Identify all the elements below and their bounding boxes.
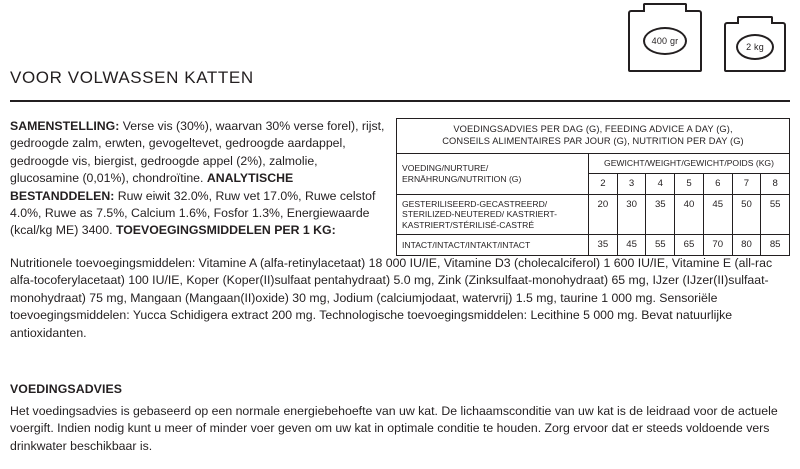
- value-cell: 50: [733, 195, 762, 235]
- row-label-intact: INTACT/INTACT/INTAKT/INTACT: [397, 235, 589, 255]
- weight-cell: 5: [675, 174, 704, 194]
- table-weight-header-group: [589, 154, 789, 194]
- value-cell: 35: [589, 235, 618, 255]
- value-cell: 70: [704, 235, 733, 255]
- label-toevoegingsmiddelen: TOEVOEGINGSMIDDELEN PER 1 KG:: [115, 223, 336, 238]
- table-header-nutrition-label: VOEDING/NURTURE/ ERNÄHRUNG/NUTRITION (G): [397, 154, 589, 194]
- weight-cell: 7: [733, 174, 762, 194]
- weight-cell: 2: [589, 174, 618, 194]
- composition-block: [10, 118, 388, 240]
- weight-cell: 4: [646, 174, 675, 194]
- feeding-advice-heading: VOEDINGSADVIES: [10, 382, 123, 396]
- bag-top-fold: [737, 16, 773, 24]
- page-title: VOOR VOLWASSEN KATTEN: [10, 68, 254, 87]
- value-cell: 80: [733, 235, 762, 255]
- label-samenstelling: SAMENSTELLING:: [10, 119, 120, 133]
- table-row: [397, 195, 789, 236]
- feeding-table-title: [397, 119, 789, 154]
- weight-cell: 8: [772, 177, 778, 189]
- value-cell: 45: [618, 235, 647, 255]
- value-cell: 55: [769, 198, 781, 210]
- value-cell: 35: [646, 195, 675, 235]
- feeding-table-title-line2: CONSEILS ALIMENTAIRES PAR JOUR (G), NUTRITION PER DAY (G): [442, 135, 744, 146]
- label-analytische-bestanddelen: ANALYTISCHE BESTANDDELEN:: [10, 171, 294, 203]
- bag-400gr-icon: [628, 10, 702, 72]
- text-analytische-bestanddelen: Ruw eiwit 32.0%, Ruw vet 17.0%, Ruwe celstof 4.0%, Ruwe as 7.5%, Calcium 1.6%, Fosfor 1.3%, Energiewaarde (kcal/kg ME) 3400.: [10, 188, 376, 238]
- bag-top-fold: [643, 3, 687, 12]
- bag-2kg-label: 2 kg: [736, 34, 774, 60]
- value-cell: 55: [646, 235, 675, 255]
- weight-cell: 3: [618, 174, 647, 194]
- title-divider: [10, 100, 790, 102]
- table-weight-values-row: [589, 174, 789, 194]
- row-label-sterilized: GESTERILISEERD-GECASTREERD/ STERILIZED-NEUTERED/ KASTRIERT-KASTRIERT/STÉRILISÉ-CASTRÉ: [397, 195, 589, 235]
- value-cell: 85: [769, 239, 781, 251]
- value-cell: 30: [618, 195, 647, 235]
- additives-paragraph: Nutritionele toevoegingsmiddelen: Vitamine A (alfa-retinylacetaat) 18 000 IU/IE, Vitamine D3 (cholecalciferol) 1 600 IU/IE, Vitamine E (all-rac alfa-tocoferylacetaat) 100 IU/IE, Koper (Koper(II)sulfaat pentahydraat) 5.0 mg, Zink (Zinksulfaat-monohydraat) 65 mg, IJzer (IJzer(II)sulfaat-monohydraat) 75 mg, Mangaan (Mangaan(II)oxide) 30 mg, Jodium (calciumjodaat, watervrij) 1.5 mg, taurine 1 000 mg. Sensoriële toevoegingsmiddelen: Yucca Schidigera extract 200 mg. Technologische toevoegingsmiddelen: Lecithine 5 000 mg. Bevat natuurlijke antioxidanten.: [10, 256, 773, 340]
- feeding-table-title-line1: VOEDINGSADVIES PER DAG (G), FEEDING ADVICE A DAY (G),: [453, 124, 733, 134]
- bag-400gr-label: 400 gr: [643, 27, 687, 55]
- table-header-row: [397, 154, 789, 195]
- value-cell: 65: [675, 235, 704, 255]
- value-cell: 40: [675, 195, 704, 235]
- text-samenstelling: Verse vis (30%), waarvan 30% verse forel), rijst, gedroogde zalm, erwten, gevogeltevet, gedroogde aardappel, gedroogde vis, biergist, gedroogde appel (2%), zalmolie, glucosamine (0,01%), chondroïtine.: [10, 119, 385, 186]
- table-weight-header: GEWICHT/WEIGHT/GEWICHT/POIDS (KG): [589, 154, 789, 174]
- value-cell: 45: [704, 195, 733, 235]
- value-cell: 20: [589, 195, 618, 235]
- row-values-sterilized: [589, 195, 789, 235]
- package-illustrations: [628, 2, 798, 74]
- table-row: [397, 235, 789, 255]
- bag-2kg-icon: [724, 22, 786, 72]
- weight-cell: 6: [704, 174, 733, 194]
- feeding-advice-text: Het voedingsadvies is gebaseerd op een normale energiebehoefte van uw kat. De lichaamsconditie van uw kat is de leidraad voor de actuele voergift. Indien nodig kunt u meer of minder voer geven om uw kat in optimale conditie te houden. Zorg ervoor dat er steeds voldoende vers drinkwater beschikbaar is.: [10, 404, 778, 453]
- row-values-intact: [589, 235, 789, 255]
- feeding-advice-table: [396, 118, 790, 256]
